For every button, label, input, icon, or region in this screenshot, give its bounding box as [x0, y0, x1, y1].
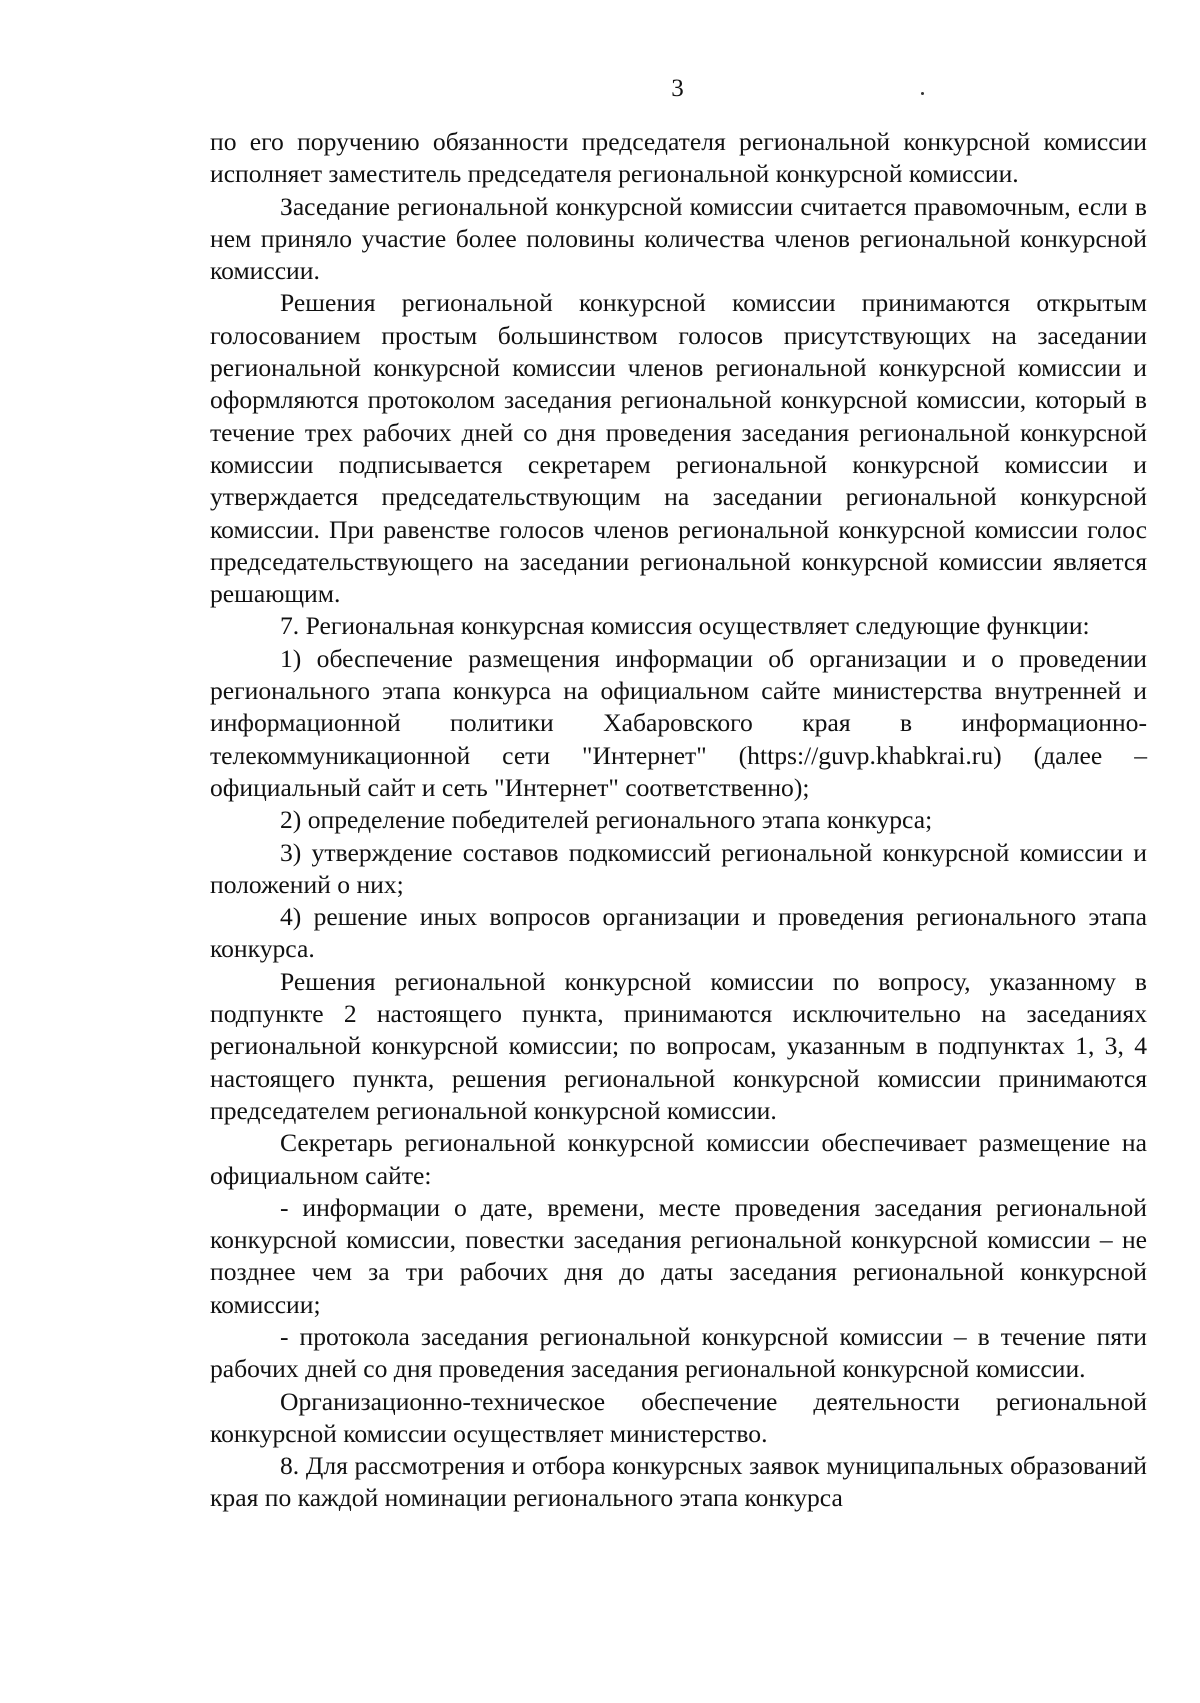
scan-speck: [921, 92, 924, 95]
paragraph-function-2: 2) определение победителей регионального этапа конкурса;: [280, 805, 933, 835]
page-number: 3: [671, 75, 684, 102]
paragraph-continuation: по его поручению обязанности председателя региональной конкурсной комиссии исполняет заместитель председателя региональной конкурсной комиссии.: [210, 127, 1147, 189]
paragraph-function-4: 4) решение иных вопросов организации и проведения регионального этапа конкурса.: [210, 902, 1147, 964]
paragraph-item-8: 8. Для рассмотрения и отбора конкурсных заявок муниципальных образований края по каждой номинации регионального этапа конкурса: [210, 1451, 1147, 1513]
paragraph-publish-protocol: - протокола заседания региональной конкурсной комиссии – в течение пяти рабочих дней со дня проведения заседания региональной конкурсной комиссии.: [210, 1321, 1147, 1384]
document-body: [210, 126, 1147, 1515]
paragraph-publish-info: - информации о дате, времени, месте проведения заседания региональной конкурсной комиссии, повестки заседания региональной конкурсной комиссии – не позднее чем за три рабочих дня до даты заседания региональной конкурсной комиссии;: [210, 1192, 1147, 1319]
paragraph-function-1: 1) обеспечение размещения информации об организации и о проведении регионального этапа конкурса на официальном сайте министерства внутренней и информационной политики Хабаровского края в информационно-телекоммуникационной сети "Интернет" (https://guvp.khabkrai.ru) (далее – официальный сайт и сеть "Интернет" соответственно);: [210, 643, 1147, 802]
paragraph-item-7: 7. Региональная конкурсная комиссия осуществляет следующие функции:: [280, 611, 1090, 641]
paragraph-decisions-subitems: Решения региональной конкурсной комиссии по вопросу, указанному в подпункте 2 настоящего пункта, принимаются исключительно на заседаниях региональной конкурсной комиссии; по вопросам, указанным в подпунктах 1, 3, 4 настоящего пункта, решения региональной конкурсной комиссии принимаются председателем региональной конкурсной комиссии.: [210, 966, 1147, 1125]
paragraph-support: Организационно-техническое обеспечение деятельности региональной конкурсной комиссии осуществляет министерство.: [210, 1386, 1147, 1448]
paragraph-quorum: Заседание региональной конкурсной комиссии считается правомочным, если в нем приняло участие более половины количества членов региональной конкурсной комиссии.: [210, 191, 1147, 286]
paragraph-secretary: Секретарь региональной конкурсной комиссии обеспечивает размещение на официальном сайте:: [210, 1128, 1147, 1190]
paragraph-decisions: Решения региональной конкурсной комиссии принимаются открытым голосованием простым большинством голосов присутствующих на заседании региональной конкурсной комиссии членов региональной конкурсной комиссии и оформляются протоколом заседания региональной конкурсной комиссии, который в течение трех рабочих дней со дня проведения заседания региональной конкурсной комиссии подписывается секретарем региональной конкурсной комиссии и утверждается председательствующим на заседании региональной конкурсной комиссии. При равенстве голосов членов региональной конкурсной комиссии голос председательствующего на заседании региональной конкурсной комиссии является решающим.: [210, 288, 1147, 609]
paragraph-function-3: 3) утверждение составов подкомиссий региональной конкурсной комиссии и положений о них;: [210, 837, 1147, 899]
